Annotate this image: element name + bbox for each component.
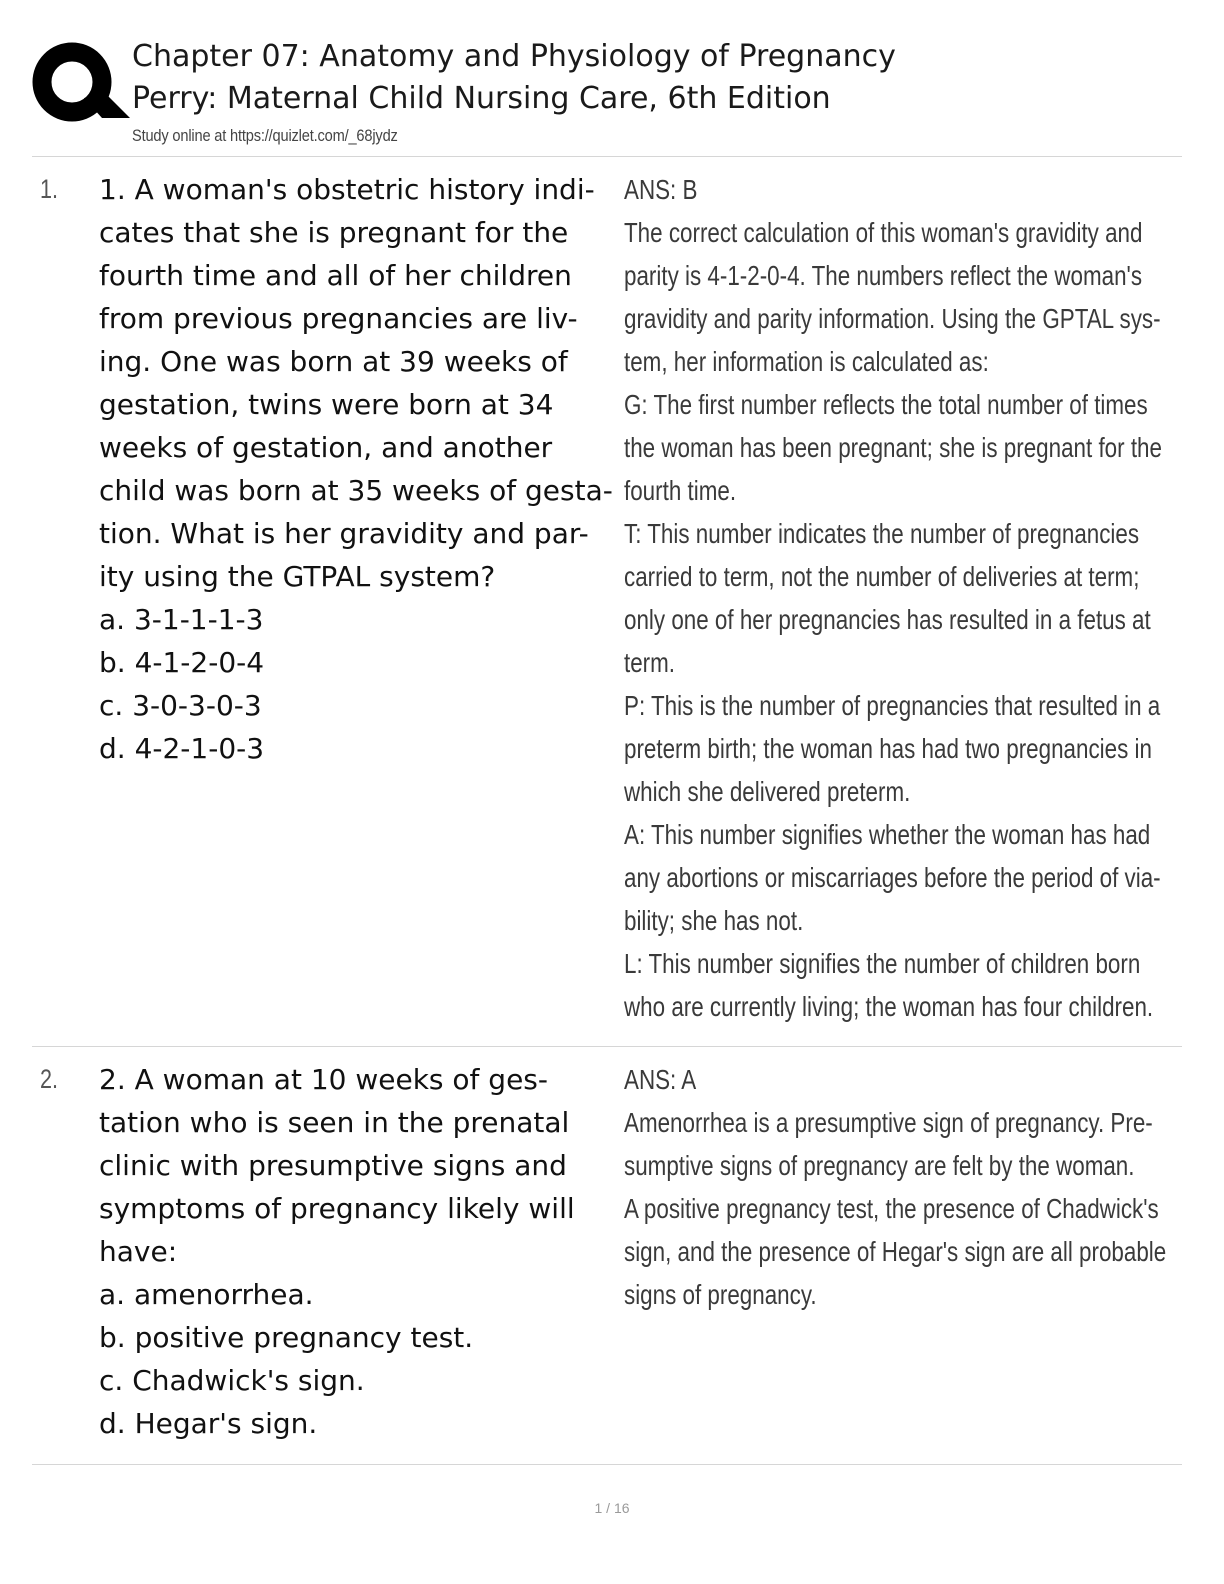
question-line: from previous pregnancies are liv- [99, 302, 578, 335]
question-text [99, 168, 619, 770]
card-number: 1. [40, 174, 59, 204]
answer-line: only one of her pregnancies has resulted in a fetus at [624, 604, 1151, 635]
answer-line: A positive pregnancy test, the presence of Chadwick's [624, 1193, 1159, 1224]
question-line: 1. A woman's obstetric history indi- [99, 173, 595, 206]
answer-line: ANS: B [624, 174, 698, 205]
answer-line: the woman has been pregnant; she is pregnant for the [624, 432, 1162, 463]
answer-line: parity is 4-1-2-0-4. The numbers reflect the woman's [624, 260, 1143, 291]
answer-line: P: This is the number of pregnancies that resulted in a [624, 690, 1161, 721]
answer-line: term. [624, 647, 676, 678]
question-line: fourth time and all of her children [99, 259, 572, 292]
header-divider [32, 156, 1182, 157]
answer-line: T: This number indicates the number of pregnancies [624, 518, 1140, 549]
option-d: d. 4-2-1-0-3 [99, 732, 265, 765]
question-line: cates that she is pregnant for the [99, 216, 569, 249]
option-c: c. 3-0-3-0-3 [99, 689, 262, 722]
option-b: b. positive pregnancy test. [99, 1321, 474, 1354]
answer-text [624, 1058, 1167, 1316]
answer-line: bility; she has not. [624, 905, 804, 936]
question-line: tion. What is her gravidity and par- [99, 517, 589, 550]
option-a: a. amenorrhea. [99, 1278, 314, 1311]
answer-line: sumptive signs of pregnancy are felt by the woman. [624, 1150, 1135, 1181]
answer-line: who are currently living; the woman has four children. [624, 991, 1154, 1022]
option-a: a. 3-1-1-1-3 [99, 603, 264, 636]
answer-line: L: This number signifies the number of children born [624, 948, 1141, 979]
question-line: clinic with presumptive signs and [99, 1149, 567, 1182]
quizlet-q-logo-icon [32, 38, 142, 128]
question-line: 2. A woman at 10 weeks of ges- [99, 1063, 548, 1096]
answer-line: fourth time. [624, 475, 737, 506]
question-line: weeks of gestation, and another [99, 431, 553, 464]
question-line: child was born at 35 weeks of gesta- [99, 474, 613, 507]
answer-text [624, 168, 1162, 1028]
card-divider [32, 1046, 1182, 1047]
answer-line: The correct calculation of this woman's gravidity and [624, 217, 1143, 248]
page-header [32, 28, 1182, 156]
chapter-title: Chapter 07: Anatomy and Physiology of Pregnancy [132, 39, 896, 74]
option-c: c. Chadwick's sign. [99, 1364, 365, 1397]
answer-line: ANS: A [624, 1064, 697, 1095]
answer-line: sign, and the presence of Hegar's sign are all probable [624, 1236, 1167, 1267]
answer-line: Amenorrhea is a presumptive sign of pregnancy. Pre- [624, 1107, 1153, 1138]
question-line: symptoms of pregnancy likely will [99, 1192, 575, 1225]
answer-line: preterm birth; the woman has had two pregnancies in [624, 733, 1152, 764]
card-number: 2. [40, 1064, 59, 1094]
question-text [99, 1058, 619, 1445]
answer-line: carried to term, not the number of deliveries at term; [624, 561, 1140, 592]
option-b: b. 4-1-2-0-4 [99, 646, 265, 679]
question-line: tation who is seen in the prenatal [99, 1106, 570, 1139]
question-line: ing. One was born at 39 weeks of [99, 345, 568, 378]
answer-line: A: This number signifies whether the woman has had [624, 819, 1151, 850]
book-title: Perry: Maternal Child Nursing Care, 6th Edition [132, 81, 831, 116]
study-online-link[interactable]: Study online at https://quizlet.com/_68jydz [132, 126, 398, 145]
answer-line: gravidity and parity information. Using the GPTAL sys- [624, 303, 1161, 334]
header-titles [132, 36, 896, 148]
question-line: ity using the GTPAL system? [99, 560, 496, 593]
page-number: 1 / 16 [594, 1500, 630, 1516]
answer-line: G: The first number reflects the total number of times [624, 389, 1148, 420]
answer-line: which she delivered preterm. [624, 776, 911, 807]
option-d: d. Hegar's sign. [99, 1407, 318, 1440]
answer-line: signs of pregnancy. [624, 1279, 817, 1310]
answer-line: any abortions or miscarriages before the period of via- [624, 862, 1161, 893]
card-divider [32, 1464, 1182, 1465]
answer-line: tem, her information is calculated as: [624, 346, 989, 377]
question-line: have: [99, 1235, 178, 1268]
question-line: gestation, twins were born at 34 [99, 388, 554, 421]
